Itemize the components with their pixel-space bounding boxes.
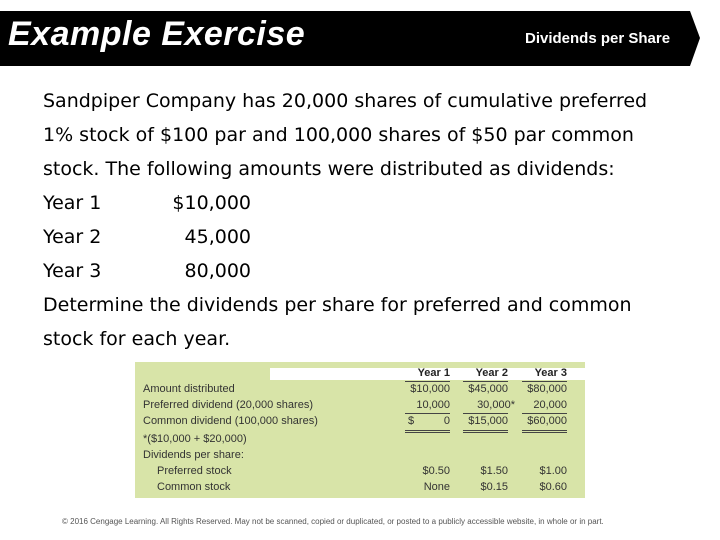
table-footnote: *($10,000 + $20,000) (143, 433, 247, 445)
header-underline (522, 381, 567, 382)
row-label: Common stock (157, 481, 231, 493)
header-underline (405, 381, 450, 382)
double-underline (405, 430, 450, 431)
year-amount: 80,000 (184, 260, 251, 282)
row-underline (463, 413, 508, 414)
section-label: Dividends per share: (143, 449, 244, 461)
double-underline (463, 432, 508, 433)
table-cell: $80,000 (527, 383, 567, 395)
double-underline (522, 430, 567, 431)
problem-line: Sandpiper Company has 20,000 shares of cumulative preferred (43, 90, 648, 112)
table-cell: $10,000 (410, 383, 450, 395)
double-underline (522, 432, 567, 433)
page-title: Example Exercise (8, 15, 306, 53)
question-line: stock for each year. (43, 328, 231, 350)
problem-statement (43, 84, 703, 356)
column-header: Year 2 (475, 367, 508, 379)
year-label: Year 1 (43, 192, 102, 214)
problem-line: stock. The following amounts were distributed as dividends: (43, 158, 615, 180)
double-underline (463, 430, 508, 431)
table-cell: 20,000 (533, 399, 567, 411)
table-cell: $0.15 (480, 481, 508, 493)
problem-line: 1% stock of $100 par and 100,000 shares of $50 par common (43, 124, 634, 146)
header-underline (463, 381, 508, 382)
question-line: Determine the dividends per share for preferred and common (43, 294, 632, 316)
year-label: Year 3 (43, 260, 102, 282)
row-label: Preferred dividend (20,000 shares) (143, 399, 313, 411)
row-underline (522, 413, 567, 414)
table-cell: None (423, 481, 450, 493)
table-cell: 0 (443, 415, 450, 427)
table-cell: 30,000* (477, 399, 515, 411)
table-cell: $0.60 (539, 481, 567, 493)
row-label: Amount distributed (143, 383, 235, 395)
table-cell: $45,000 (468, 383, 508, 395)
table-cell: $60,000 (527, 415, 567, 427)
year-amount: $10,000 (172, 192, 251, 214)
double-underline (405, 432, 450, 433)
year-label: Year 2 (43, 226, 102, 248)
year-amount: 45,000 (184, 226, 251, 248)
year-row (43, 254, 703, 288)
copyright-footer: © 2016 Cengage Learning. All Rights Reserved. May not be scanned, copied or duplicated, or posted to a publicly accessible website, in whole or in part. (62, 517, 604, 526)
table-cell: $1.50 (480, 465, 508, 477)
column-header: Year 3 (534, 367, 567, 379)
table-cell: $1.00 (539, 465, 567, 477)
table-cell: 10,000 (416, 399, 450, 411)
column-header: Year 1 (417, 367, 450, 379)
row-underline (405, 413, 450, 414)
page-subtitle: Dividends per Share (525, 30, 671, 47)
year-row (43, 220, 703, 254)
currency-symbol: $ (408, 415, 415, 427)
table-cell: $0.50 (422, 465, 450, 477)
row-label: Preferred stock (157, 465, 232, 477)
row-label: Common dividend (100,000 shares) (143, 415, 318, 427)
table-cell: $15,000 (468, 415, 508, 427)
year-row (43, 186, 703, 220)
